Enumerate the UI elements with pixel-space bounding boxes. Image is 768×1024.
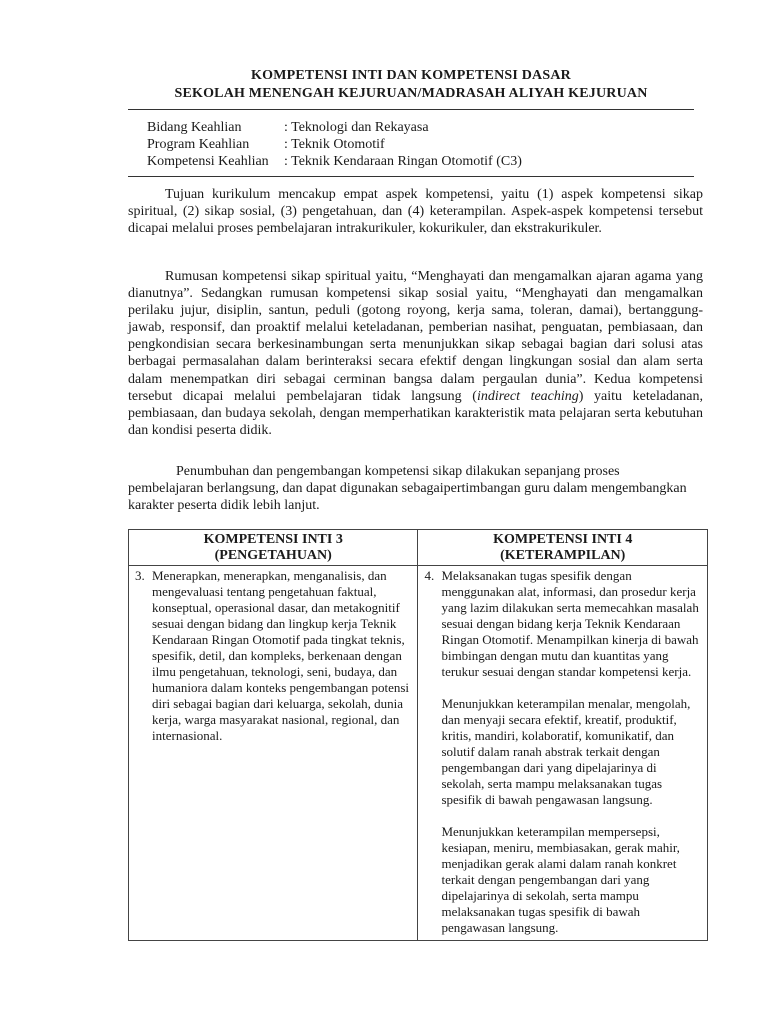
header-line: KOMPETENSI INTI 3 — [203, 532, 343, 547]
item-number: 3. — [135, 568, 145, 583]
paragraph-penumbuhan — [128, 463, 698, 514]
info-label: Kompetensi Keahlian — [147, 154, 269, 169]
info-label: Program Keahlian — [147, 137, 250, 152]
cell-text: Melaksanakan tugas spesifik dengan menggunakan alat, informasi, dan prosedur kerja yang lazim dilakukan serta memecahkan masalah sesuai dengan bidang kerja Teknik Kendaraan Ringan Otomotif. Menampilkan kinerja di bawah bimbingan dengan mutu dan kuantitas yang terukur sesuai dengan standar kompetensi kerja. — [441, 568, 699, 679]
info-value: : Teknik Kendaraan Ringan Otomotif (C3) — [284, 154, 522, 169]
table-cell-ki4 — [418, 566, 708, 941]
document-title-line1: KOMPETENSI INTI DAN KOMPETENSI DASAR — [251, 68, 571, 83]
table-header-ki4 — [418, 530, 708, 566]
top-divider — [128, 109, 694, 110]
table-header-row — [129, 530, 708, 566]
table-cell-ki3 — [129, 566, 418, 941]
info-row-program — [147, 136, 522, 153]
paragraph-tujuan — [128, 186, 703, 237]
paragraph-text: ) yaitu keteladanan, pembiasaan, dan budaya sekolah, dengan memperhatikan karakteristik mata pelajaran serta kebutuhan dan kondisi peserta didik. — [128, 388, 703, 438]
item-number: 4. — [424, 568, 435, 583]
paragraph-text: Tujuan kurikulum mencakup empat aspek kompetensi, yaitu (1) aspek kompetensi sikap spiritual, (2) sikap sosial, (3) pengetahuan, dan (4) keterampilan. Aspek-aspek kompetensi tersebut dicapai melalui proses pembelajaran intrakurikuler, kokurikuler, dan ekstrakurikuler. — [128, 187, 703, 237]
document-title-line2: SEKOLAH MENENGAH KEJURUAN/MADRASAH ALIYAH KEJURUAN — [174, 86, 648, 101]
bottom-divider — [128, 176, 694, 177]
paragraph-text: Penumbuhan dan pengembangan kompetensi sikap dilakukan sepanjang proses pembelajaran berlangsung, dan dapat digunakan sebagaipertimbangan guru dalam mengembangkan karakter peserta didik lebih lanjut. — [128, 464, 687, 514]
header-line: (PENGETAHUAN) — [214, 548, 332, 563]
info-label: Bidang Keahlian — [147, 120, 242, 135]
cell-text: Menerapkan, menerapkan, menganalisis, dan mengevaluasi tentang pengetahuan faktual, konseptual, operasional dasar, dan metakognitif sesuai dengan bidang dan lingkup kerja Teknik Kendaraan Ringan Otomotif pada tingkat teknis, spesifik, detil, dan kompleks, berkenaan dengan ilmu pengetahuan, teknologi, seni, budaya, dan humaniora dalam konteks pengembangan potensi diri sebagai bagian dari keluarga, sekolah, dunia kerja, warga masyarakat nasional, regional, dan internasional. — [152, 568, 410, 743]
info-value: : Teknik Otomotif — [284, 137, 385, 152]
cell-text: Menunjukkan keterampilan mempersepsi, kesiapan, meniru, membiasakan, gerak mahir, menjadikan gerak alami dalam ranah konkret terkait dengan pengembangan dari yang dipelajarinya di sekolah, serta mampu melaksanakan tugas spesifik di bawah pengawasan langsung. — [441, 824, 680, 935]
info-row-bidang — [147, 119, 522, 136]
table-header-ki3 — [129, 530, 418, 566]
cell-text: Menunjukkan keterampilan menalar, mengolah, dan menyaji secara efektif, kreatif, produktif, kritis, mandiri, kolaboratif, komunikatif, dan solutif dalam ranah abstrak terkait dengan pengembangan dari yang dipelajarinya di sekolah, serta mampu melaksanakan tugas spesifik di bawah pengawasan langsung. — [441, 696, 691, 807]
paragraph-text: Rumusan kompetensi sikap spiritual yaitu, “Menghayati dan mengamalkan ajaran agama yang dianutnya”. Sedangkan rumusan kompetensi sikap sosial yaitu, “Menghayati dan mengamalkan perilaku jujur, disiplin, santun, peduli (gotong royong, kerja sama, toleran, damai), bertanggung-jawab, responsif, dan proaktif melalui keteladanan, pemberian nasihat, penguatan, pembiasaan, dan pengkondisian secara berkesinambungan serta menunjukkan sikap sebagai bagian dari solusi atas berbagai permasalahan dalam berinteraksi secara efektif dengan lingkungan sosial dan alam serta dalam menempatkan diri sebagai cerminan bangsa dalam pergaulan dunia”. Kedua kompetensi tersebut dicapai melalui pembelajaran tidak langsung ( — [128, 269, 703, 404]
program-info — [147, 119, 522, 170]
kompetensi-table — [128, 529, 708, 941]
info-row-kompetensi — [147, 153, 522, 170]
paragraph-italic-term: indirect teaching — [476, 388, 579, 404]
header-line: KOMPETENSI INTI 4 — [493, 532, 633, 547]
info-value: : Teknologi dan Rekayasa — [284, 120, 429, 135]
paragraph-rumusan — [128, 268, 703, 439]
header-line: (KETERAMPILAN) — [500, 548, 626, 563]
table-row — [129, 566, 708, 941]
